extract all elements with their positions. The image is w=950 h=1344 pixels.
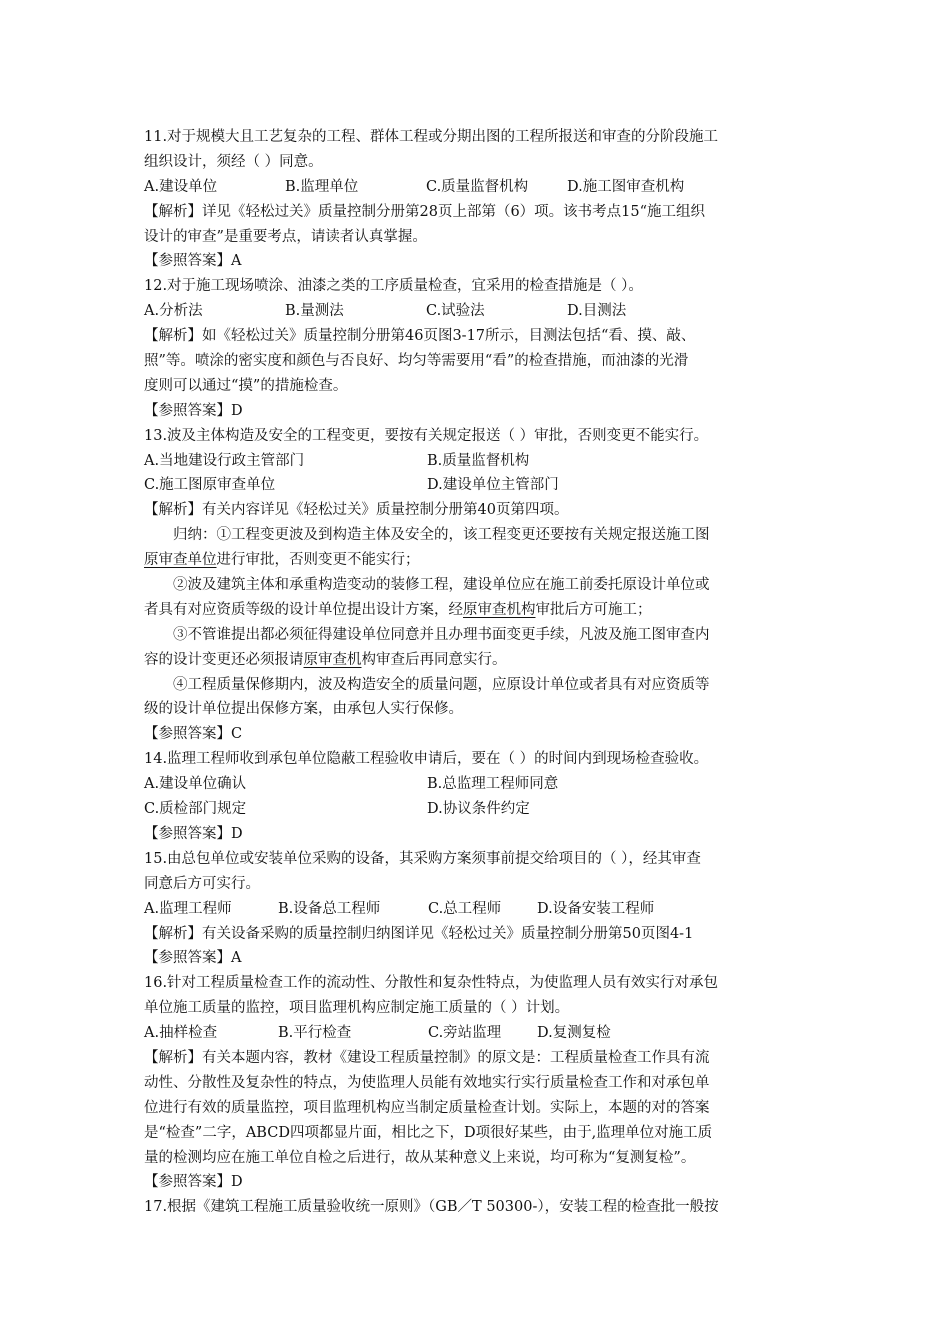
analysis-text: 【解析】有关内容详见《轻松过关》质量控制分册第40页第四项。 [144,502,569,519]
question-12 [144,274,812,423]
reference-answer: 【参照答案】D [144,1174,243,1191]
option-b: B.平行检查 [278,1025,352,1042]
question-stem: 14.监理工程师收到承包单位隐蔽工程验收申请后，要在（ ）的时间内到现场检查验收。 [144,751,709,768]
option-b: B.监理单位 [285,178,359,195]
analysis-text: 设计的审查”是重要考点，请读者认真掌握。 [144,228,427,245]
summary-text: 容的设计变更还必须报请原审查机构审查后再同意实行。 [144,651,507,668]
summary-text: 者具有对应资质等级的设计单位提出设计方案，经原审查机构审批后方可施工； [144,601,652,618]
question-16 [144,971,812,1195]
reference-answer: 【参照答案】D [144,402,243,419]
analysis-text: 【解析】详见《轻松过关》质量控制分册第28页上部第（6）项。该书考点15“施工组织 [144,203,706,220]
summary-text: 原审查单位进行审批，否则变更不能实行； [144,552,420,569]
question-stem: 12.对于施工现场喷涂、油漆之类的工序质量检查，宜采用的检查措施是（ ）。 [144,278,643,295]
analysis-text: 量的检测均应在施工单位自检之后进行，故从某种意义上来说，均可称为“复测复检”。 [144,1149,696,1166]
option-d: D.施工图审查机构 [567,178,685,195]
analysis-text: 是“检查”二字，ABCD四项都显片面，相比之下，D项很好某些，由于,监理单位对施工质 [144,1124,713,1141]
question-stem: 17.根据《建筑工程施工质量验收统一原则》（GB／T 50300-），安装工程的检查批一般按 [144,1199,719,1216]
document-body [144,125,812,1220]
question-stem: 单位施工质量的监控，项目监理机构应制定施工质量的（ ）计划。 [144,1000,570,1017]
analysis-text: 度则可以通过“摸”的措施检查。 [144,377,348,394]
option-d: D.设备安装工程师 [537,900,655,917]
summary-text: 级的设计单位提出保修方案，由承包人实行保修。 [144,701,463,718]
question-14 [144,747,812,847]
reference-answer: 【参照答案】D [144,825,243,842]
option-a: A.建设单位确认 [144,776,247,793]
analysis-text: 【解析】如《轻松过关》质量控制分册第46页图3-17所示，目测法包括“看、摸、敲、 [144,328,696,345]
option-a: A.分析法 [144,303,203,320]
option-a: A.监理工程师 [144,900,232,917]
options-row [144,897,812,922]
question-15 [144,847,812,971]
option-a: A.抽样检查 [144,1025,218,1042]
summary-text: ④工程质量保修期内，波及构造安全的质量问题，应原设计单位或者具有对应资质等 [173,676,710,693]
options-row [144,772,812,797]
option-d: D.建设单位主管部门 [427,477,559,494]
option-c: C.质量监督机构 [426,178,529,195]
options-row [144,473,812,498]
analysis-text: 照”等。喷涂的密实度和颜色与否良好、均匀等需要用“看”的检查措施，而油漆的光滑 [144,353,689,370]
question-11 [144,125,812,274]
reference-answer: 【参照答案】C [144,726,243,743]
option-a: A.当地建设行政主管部门 [144,452,305,469]
option-c: C.质检部门规定 [144,801,247,818]
analysis-text: 位进行有效的质量监控，项目监理机构应当制定质量检查计划。实际上，本题的对的答案 [144,1099,710,1116]
underlined-term: 原审查机 [303,651,362,668]
options-row [144,449,812,474]
summary-text: ②波及建筑主体和承重构造变动的装修工程，建设单位应在施工前委托原设计单位或 [173,577,710,594]
options-row [144,1021,812,1046]
question-stem: 16.针对工程质量检查工作的流动性、分散性和复杂性特点，为使监理人员有效实行对承包 [144,975,719,992]
underlined-term: 原审查单位 [144,552,217,569]
analysis-text: 【解析】有关本题内容，教材《建设工程质量控制》的原文是：工程质量检查工作具有流 [144,1049,710,1066]
reference-answer: 【参照答案】A [144,253,242,270]
option-c: C.总工程师 [428,900,502,917]
option-d: D.协议条件约定 [427,801,530,818]
analysis-text: 动性、分散性及复杂性的特点，为使监理人员能有效地实行实行质量检查工作和对承包单 [144,1074,710,1091]
options-row [144,797,812,822]
question-stem: 组织设计，须经（ ）同意。 [144,153,323,170]
option-a: A.建设单位 [144,178,218,195]
question-stem: 同意后方可实行。 [144,875,260,892]
analysis-text: 【解析】有关设备采购的质量控制归纳图详见《轻松过关》质量控制分册第50页图4-1 [144,925,694,942]
option-c: C.施工图原审查单位 [144,477,276,494]
question-13 [144,424,812,748]
option-b: B.质量监督机构 [427,452,530,469]
question-stem: 15.由总包单位或安装单位采购的设备，其采购方案须事前提交给项目的（ ），经其审查 [144,850,701,867]
summary-text: ③不管谁提出都必须征得建设单位同意并且办理书面变更手续，凡波及施工图审查内 [173,626,710,643]
option-b: B.总监理工程师同意 [427,776,559,793]
option-d: D.复测复检 [537,1025,611,1042]
option-d: D.目测法 [567,303,627,320]
options-row [144,299,812,324]
option-c: C.旁站监理 [428,1025,502,1042]
option-c: C.试验法 [426,303,485,320]
option-b: B.设备总工程师 [278,900,381,917]
reference-answer: 【参照答案】A [144,950,242,967]
question-stem: 13.波及主体构造及安全的工程变更，要按有关规定报送（ ）审批，否则变更不能实行。 [144,427,709,444]
option-b: B.量测法 [285,303,344,320]
options-row [144,175,812,200]
underlined-term: 原审查机构 [463,601,536,618]
summary-text: 归纳：①工程变更波及到构造主体及安全的，该工程变更还要按有关规定报送施工图 [173,527,710,544]
question-stem: 11.对于规模大且工艺复杂的工程、群体工程或分期出图的工程所报送和审查的分阶段施工 [144,129,719,145]
question-17 [144,1195,812,1220]
